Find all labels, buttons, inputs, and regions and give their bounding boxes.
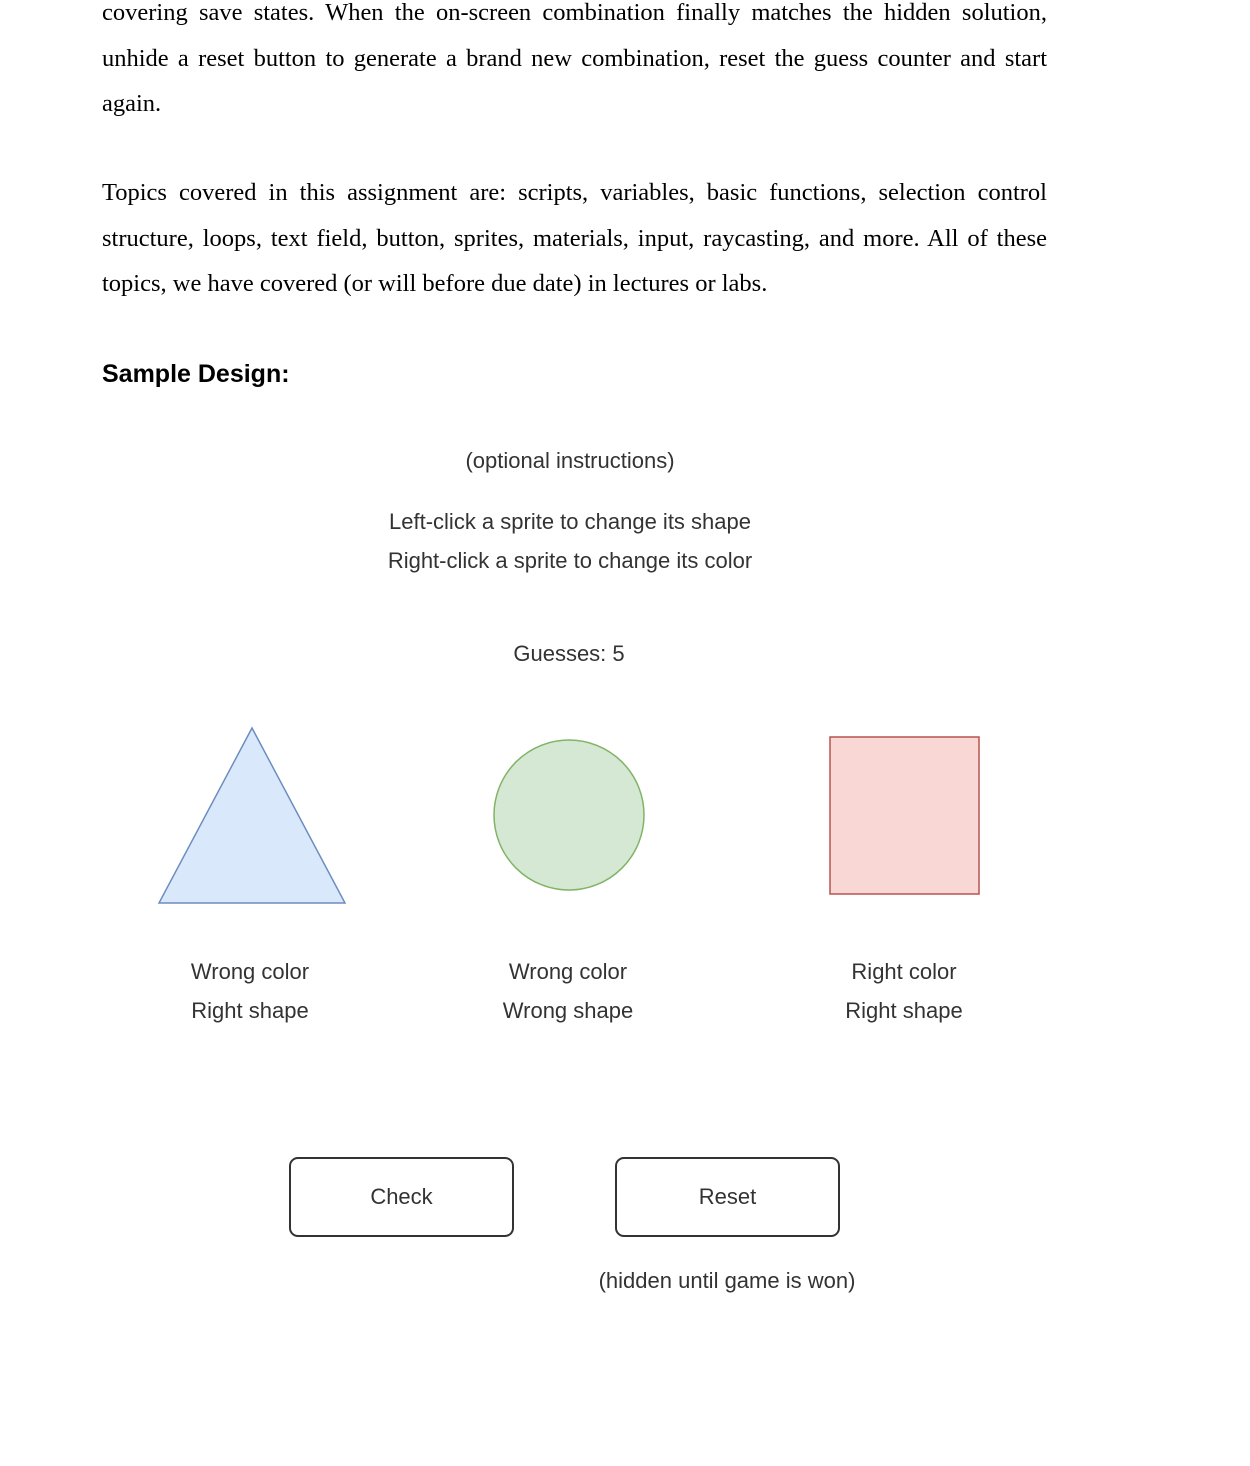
sprite-1-status <box>150 952 350 1030</box>
circle-sprite[interactable] <box>486 728 654 903</box>
triangle-sprite[interactable] <box>150 720 360 910</box>
section-heading: Sample Design: <box>102 360 290 388</box>
sprite-1-color-status: Wrong color <box>190 959 310 984</box>
sprite-1-shape-status: Right shape <box>191 998 309 1023</box>
sprite-2-status <box>468 952 668 1030</box>
circle-shape[interactable] <box>494 740 644 890</box>
instruction-left-click: Left-click a sprite to change its shape <box>389 509 751 534</box>
topics-paragraph: Topics covered in this assignment are: scripts, variables, basic functions, selection control structure, loops, text field, button, sprites, materials, input, raycasting, and more. All of these topics, we have covered (or will before due date) in lectures or labs. <box>102 179 1047 297</box>
optional-instructions-label: (optional instructions) <box>465 448 675 473</box>
sprite-3-shape-status: Right shape <box>845 998 963 1023</box>
guesses-counter: Guesses: 5 <box>513 641 625 666</box>
intro-paragraph: covering save states. When the on-screen combination finally matches the hidden solution, unhide a reset button to generate a brand new combination, reset the guess counter and start again. <box>102 0 1047 117</box>
sprite-2-shape-status: Wrong shape <box>502 998 634 1023</box>
reset-hidden-note: (hidden until game is won) <box>598 1268 856 1293</box>
sprite-2-color-status: Wrong color <box>508 959 628 984</box>
check-button[interactable]: Check <box>289 1157 514 1237</box>
instructions-block <box>340 502 800 580</box>
square-sprite[interactable] <box>822 728 990 903</box>
instruction-right-click: Right-click a sprite to change its color <box>387 548 753 573</box>
sprite-3-status <box>804 952 1004 1030</box>
reset-button[interactable]: Reset <box>615 1157 840 1237</box>
sprite-3-color-status: Right color <box>851 959 957 984</box>
triangle-shape[interactable] <box>159 728 345 903</box>
square-shape[interactable] <box>830 737 979 894</box>
